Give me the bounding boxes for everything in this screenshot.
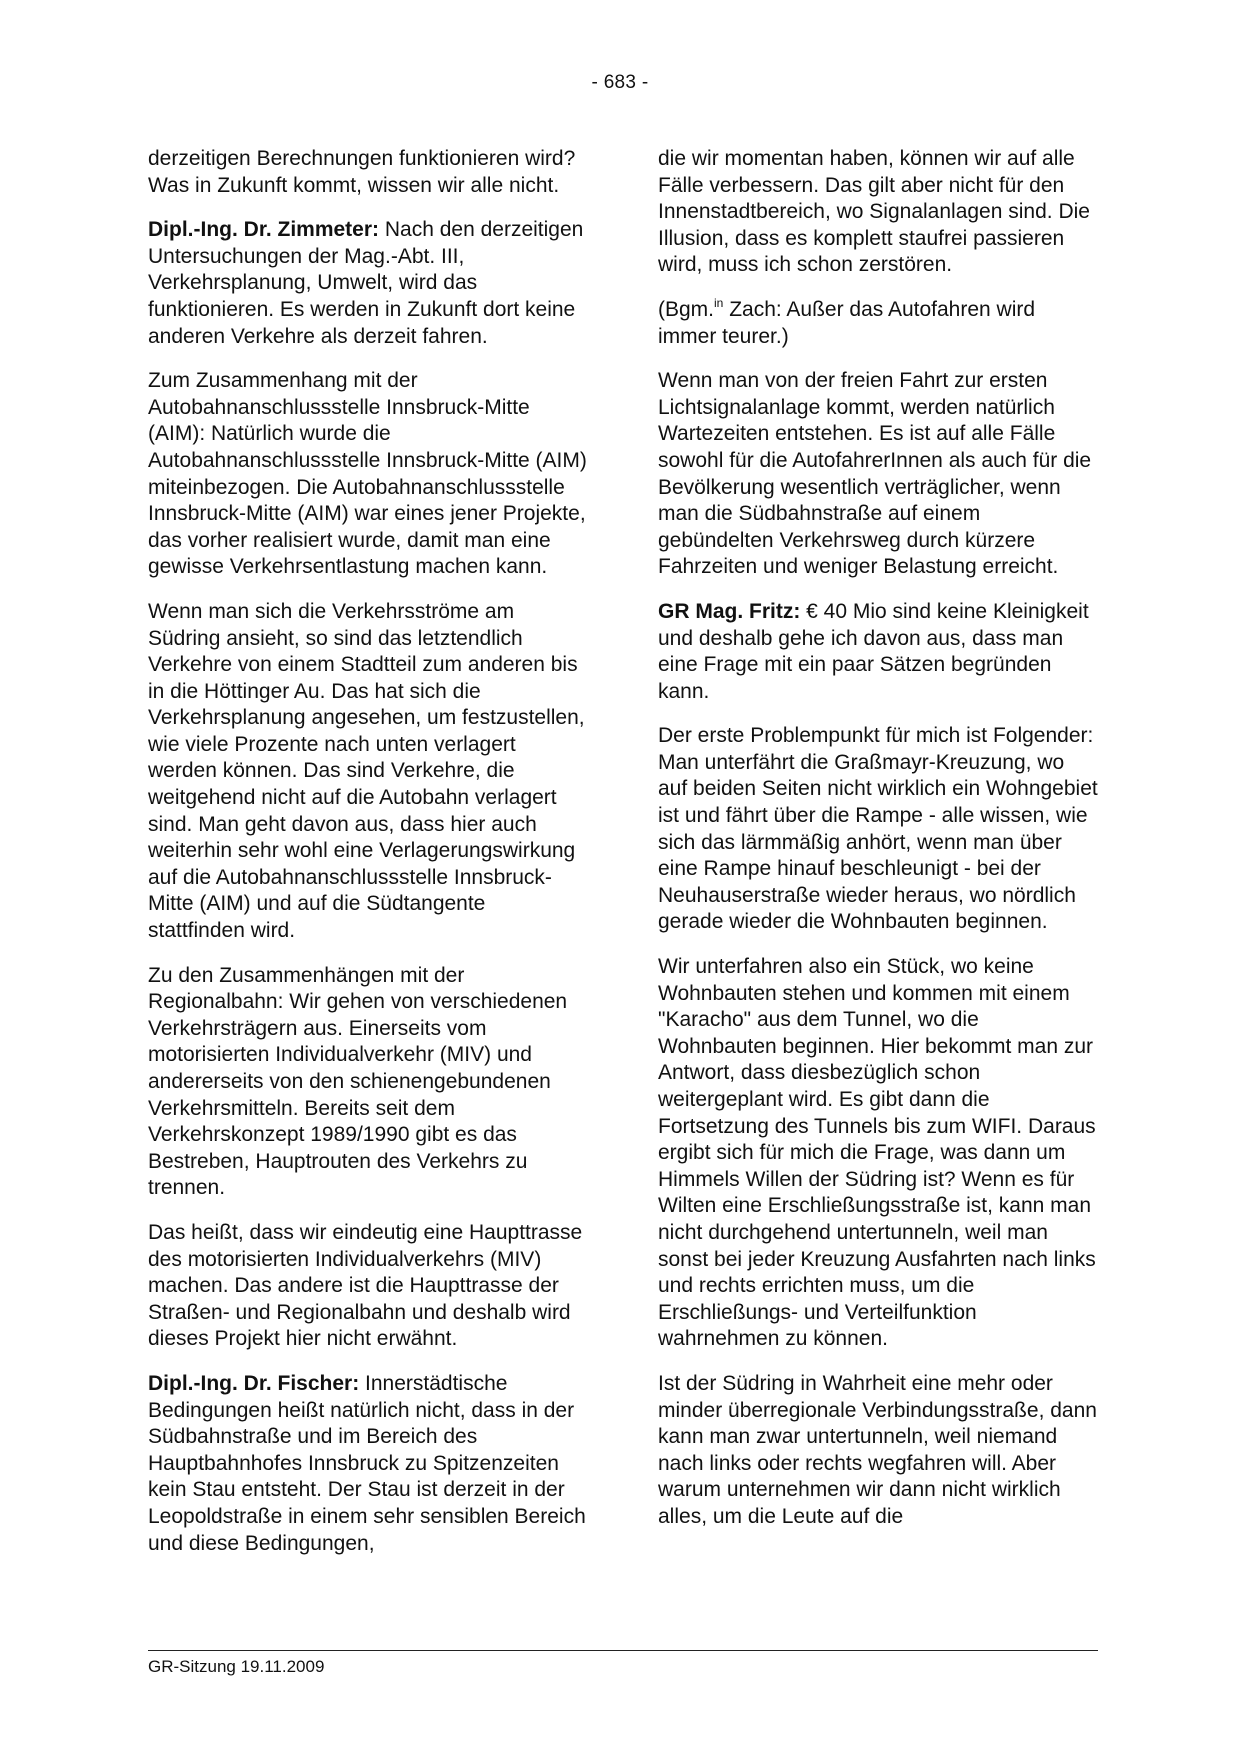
paragraph: Ist der Südring in Wahrheit eine mehr oder minder überregionale Verbindungsstraße, dann kann man zwar untertunneln, weil niemand nach links oder rechts wegfahren will. Aber warum unternehmen wir dann nicht wirklich alles, um die Leute auf die (658, 1371, 1097, 1528)
page-number: - 683 - (591, 72, 649, 93)
speaker-name: GR Mag. Fritz: (658, 599, 801, 623)
paragraph: Der erste Problempunkt für mich ist Folgender: Man unterfährt die Graßmayr-Kreuzung, wo auf beiden Seiten nicht wirklich ein Wohngebiet ist und fährt über die Rampe - alle wissen, wie sich das lärmmäßig anhört, wenn man über eine Rampe hinauf beschleunigt - bei der Neuhauserstraße wieder heraus, wo nördlich gerade wieder die Wohnbauten beginnen. (658, 724, 1098, 934)
interjection-text: Zach: Außer das Autofahren wird immer teurer.) (658, 297, 1036, 348)
right-column (658, 146, 1098, 1549)
paragraph (148, 217, 588, 350)
paragraph: Zu den Zusammenhängen mit der Regionalbahn: Wir gehen von verschiedenen Verkehrsträgern aus. Einerseits vom motorisierten Individualverkehr (MIV) und andererseits von den schienengebundenen Verkehrsmitteln. Bereits seit dem Verkehrskonzept 1989/1990 gibt es das Bestreben, Hauptrouten des Verkehrs zu trennen. (148, 963, 568, 1200)
paragraph-text: Nach den derzeitigen Untersuchungen der Mag.-Abt. III, Verkehrsplanung, Umwelt, wird das funktionieren. Es werden in Zukunft dort keine anderen Verkehre als derzeit fahren. (148, 218, 584, 348)
speaker-name: Dipl.-Ing. Dr. Zimmeter: (148, 218, 380, 242)
paragraph: Wenn man von der freien Fahrt zur ersten Lichtsignalanlage kommt, werden natürlich Wartezeiten entstehen. Es ist auf alle Fälle sowohl für die AutofahrerInnen als auch für die Bevölkerung wesentlich verträglicher, wenn man die Südbahnstraße auf einem gebündelten Verkehrsweg durch kürzere Fahrzeiten und weniger Belastung erreicht. (658, 369, 1092, 579)
interjection-prefix: (Bgm. (658, 297, 715, 321)
interjection (658, 297, 1098, 350)
paragraph: Das heißt, dass wir eindeutig eine Haupttrasse des motorisierten Individualverkehrs (MIV) machen. Das andere ist die Haupttrasse der Straßen- und Regionalbahn und deshalb wird dieses Projekt hier nicht erwähnt. (148, 1220, 583, 1351)
paragraph-text: € 40 Mio sind keine Kleinigkeit und deshalb gehe ich davon aus, dass man eine Frage mit ein paar Sätzen begründen kann. (658, 599, 1089, 703)
paragraph: Wenn man sich die Verkehrsströme am Südring ansieht, so sind das letztendlich Verkehre von einem Stadtteil zum anderen bis in die Höttinger Au. Das hat sich die Verkehrsplanung angesehen, um festzustellen, wie viele Prozente nach unten verlagert werden können. Das sind Verkehre, die weitgehend nicht auf die Autobahn verlagert sind. Man geht davon aus, dass hier auch weiterhin sehr wohl eine Verlagerungswirkung auf die Autobahnanschlussstelle Innsbruck-Mitte (AIM) und auf die Südtangente stattfinden wird. (148, 599, 585, 943)
footer-divider (148, 1650, 1098, 1651)
paragraph: Zum Zusammenhang mit der Autobahnanschlussstelle Innsbruck-Mitte (AIM): Natürlich wurde die Autobahnanschlussstelle Innsbruck-Mitte (AIM) miteinbezogen. Die Autobahnanschlussstelle Innsbruck-Mitte (AIM) war eines jener Projekte, das vorher realisiert wurde, damit man eine gewisse Verkehrsentlastung machen kann. (148, 369, 587, 579)
paragraph-text: Innerstädtische Bedingungen heißt natürlich nicht, dass in der Südbahnstraße und im Bereich des Hauptbahnhofes Innsbruck zu Spitzenzeiten kein Stau entsteht. Der Stau ist derzeit in der Leopoldstraße in einem sehr sensiblen Bereich und diese Bedingungen, (148, 1371, 586, 1555)
paragraph: Wir unterfahren also ein Stück, wo keine Wohnbauten stehen und kommen mit einem "Karacho" aus dem Tunnel, wo die Wohnbauten beginnen. Hier bekommt man zur Antwort, dass diesbezüglich schon weitergeplant wird. Es gibt dann die Fortsetzung des Tunnels bis zum WIFI. Daraus ergibt sich für mich die Frage, was dann um Himmels Willen der Südring ist? Wenn es für Wilten eine Erschließungsstraße ist, kann man nicht durchgehend untertunneln, weil man sonst bei jeder Kreuzung Ausfahrten nach links und rechts errichten muss, um die Erschließungs- und Verteilfunktion wahrnehmen zu können. (658, 955, 1096, 1351)
left-column (148, 146, 588, 1575)
speaker-name: Dipl.-Ing. Dr. Fischer: (148, 1371, 360, 1395)
paragraph: derzeitigen Berechnungen funktionieren wird? Was in Zukunft kommt, wissen wir alle nicht. (148, 147, 576, 197)
paragraph (658, 599, 1098, 705)
footer-session-label: GR-Sitzung 19.11.2009 (148, 1657, 325, 1676)
paragraph: die wir momentan haben, können wir auf alle Fälle verbessern. Das gilt aber nicht für den Innenstadtbereich, wo Signalanlagen sind. Die Illusion, dass es komplett staufrei passieren wird, muss ich schon zerstören. (658, 147, 1090, 277)
paragraph (148, 1371, 588, 1557)
superscript: in (714, 295, 724, 310)
